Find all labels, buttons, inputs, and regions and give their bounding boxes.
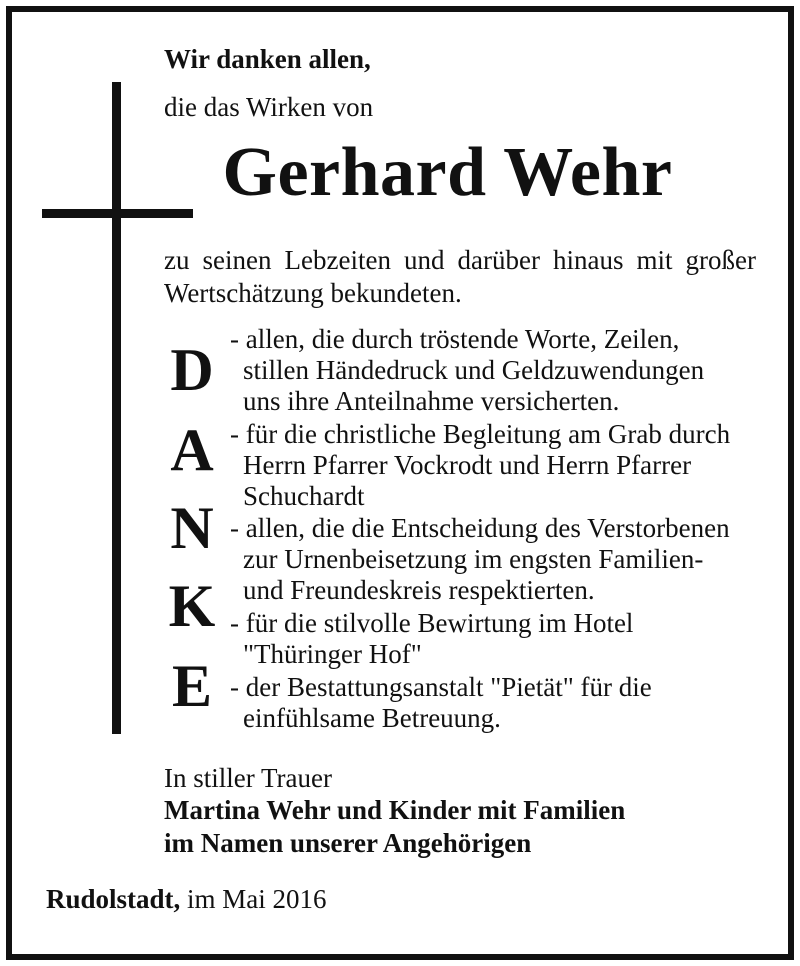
thanks-item-line: zur Urnenbeisetzung im engsten Familien- — [243, 544, 704, 574]
thanks-item-line: - der Bestattungsanstalt "Pietät" für die — [230, 672, 652, 702]
thanks-item-line: - für die christliche Begleitung am Grab durch — [230, 419, 731, 449]
danke-letter: E — [171, 653, 213, 719]
thanks-item — [230, 419, 730, 512]
date: im Mai 2016 — [180, 884, 327, 914]
thanks-item — [230, 324, 704, 417]
thanks-item-line: - allen, die die Entscheidung des Verstorbenen — [230, 513, 730, 543]
thanks-heading: Wir danken allen, — [164, 44, 371, 74]
place-date — [46, 884, 327, 915]
family-signature: Martina Wehr und Kinder mit Familien — [164, 795, 626, 825]
mourning-line: In stiller Trauer — [164, 763, 332, 793]
relatives-signature: im Namen unserer Angehörigen — [164, 828, 532, 858]
place: Rudolstadt, — [46, 884, 181, 914]
subline: die das Wirken von — [164, 92, 374, 122]
thanks-item — [230, 672, 652, 734]
thanks-item-line: uns ihre Anteilnahme versicherten. — [243, 386, 620, 416]
thanks-item-line: Herrn Pfarrer Vockrodt und Herrn Pfarrer — [243, 450, 692, 480]
thanks-item-line: - für die stilvolle Bewirtung im Hotel — [230, 608, 634, 638]
thanks-item-line: Schuchardt — [243, 481, 365, 511]
thanks-item-line: stillen Händedruck und Geldzuwendungen — [243, 355, 705, 385]
thanks-item-line: "Thüringer Hof" — [243, 639, 422, 669]
danke-letter: N — [170, 495, 214, 561]
intro-text: zu seinen Lebzeiten und darüber hinaus mit großer Wertschätzung bekundeten. — [164, 245, 756, 308]
danke-letter: A — [170, 417, 214, 483]
danke-letter: K — [168, 573, 216, 639]
deceased-name: Gerhard Wehr — [222, 134, 673, 211]
thanks-item-line: - allen, die durch tröstende Worte, Zeilen, — [230, 324, 680, 354]
danke-letter: D — [170, 337, 214, 403]
thanks-item — [230, 513, 730, 606]
thanks-item — [230, 608, 633, 670]
thanks-item-line: und Freundeskreis respektierten. — [243, 575, 595, 605]
thanks-item-line: einfühlsame Betreuung. — [243, 703, 501, 733]
